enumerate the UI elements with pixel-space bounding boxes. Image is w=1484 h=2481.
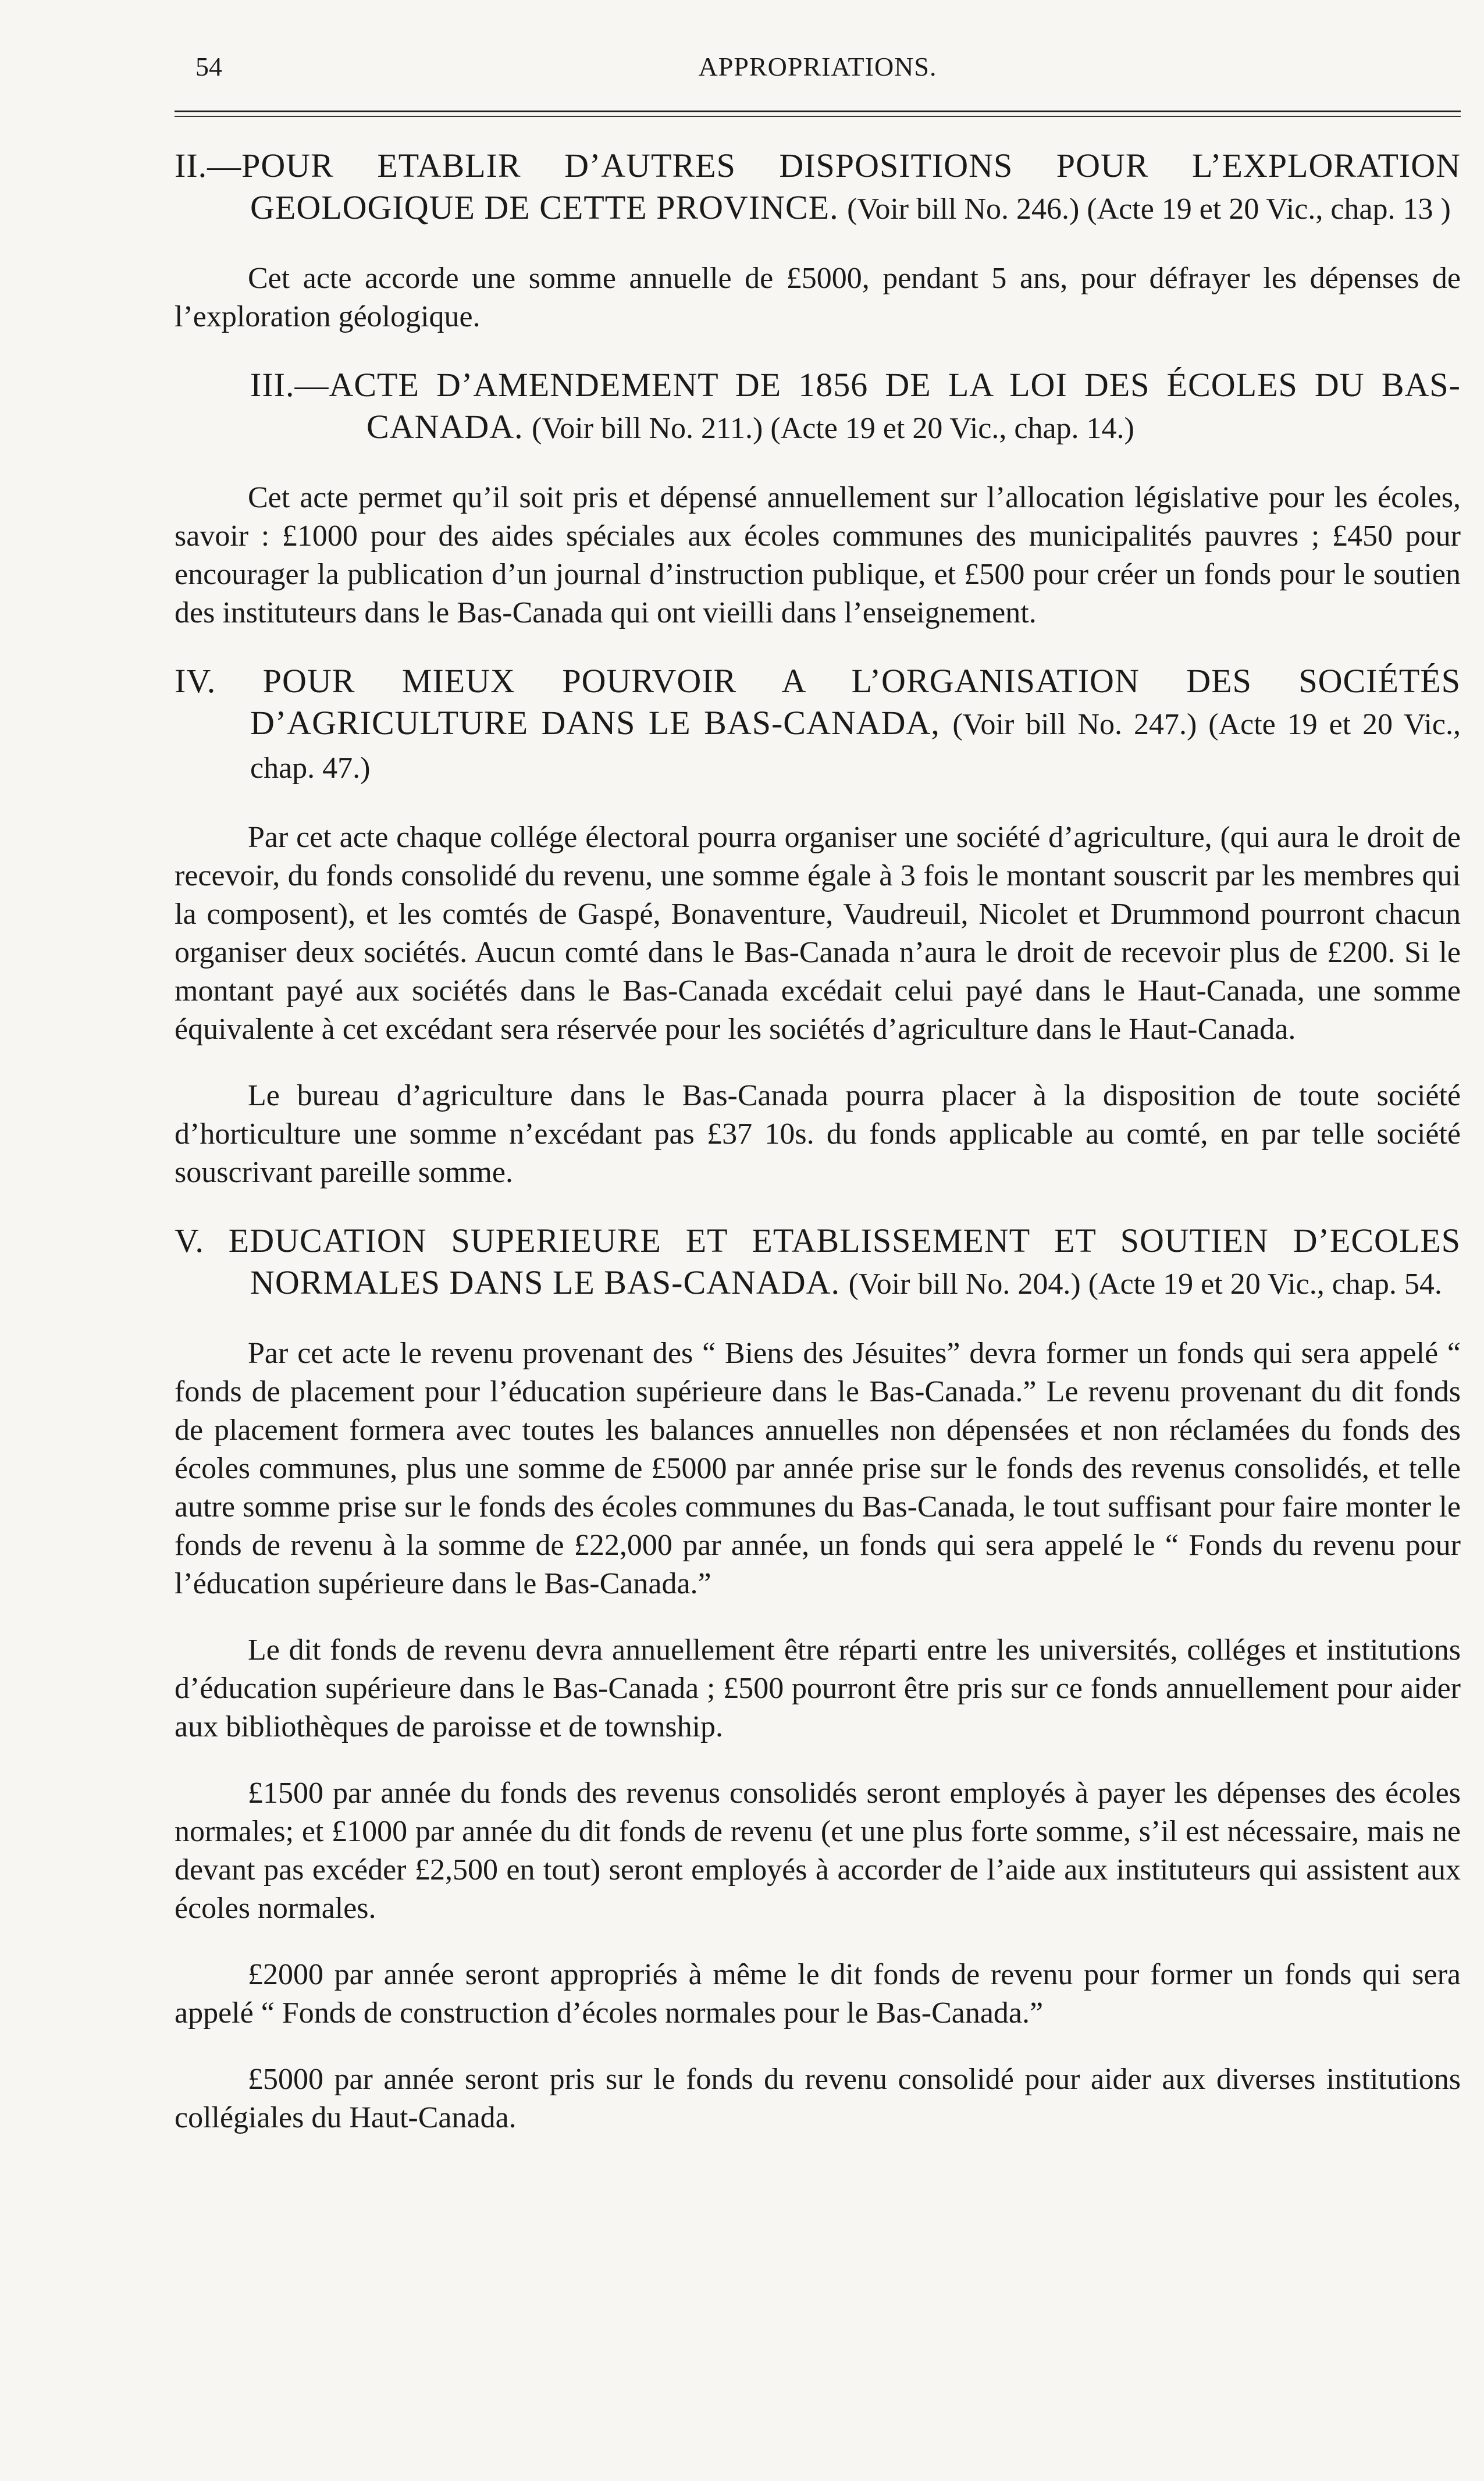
section-iii bbox=[175, 364, 1461, 632]
paragraph: Par cet acte le revenu provenant des “ Biens des Jésuites” devra former un fonds qui sera appelé “ fonds de placement pour l’éducation supérieure dans le Bas-Canada.” Le revenu provenant du dit fonds de placement formera avec toutes les balances annuelles non dépensées et non réclamées du fonds des écoles communes, plus une somme de £5000 par année prise sur le fonds des revenus consolidés, et telle autre somme prise sur le fonds des écoles communes du Bas-Canada, le tout suffisant pour faire monter le fonds de revenu à la somme de £22,000 par année, un fonds qui sera appelé le “ Fonds du revenu pour l’éducation supérieure dans le Bas-Canada.” bbox=[175, 1337, 1461, 1600]
section-heading bbox=[175, 364, 1461, 450]
paragraph: Cet acte accorde une somme annuelle de £5000, pendant 5 ans, pour défrayer les dépenses de l’exploration géologique. bbox=[175, 262, 1461, 333]
section-reference: (Voir bill No. 204.) (Acte 19 et 20 Vic., chap. 54. bbox=[848, 1268, 1442, 1301]
paragraph: Le dit fonds de revenu devra annuellement être réparti entre les universités, colléges et institutions d’éducation supérieure dans le Bas-Canada ; £500 pourront être pris sur ce fonds annuellement pour aider aux bibliothèques de paroisse et de township. bbox=[175, 1633, 1461, 1743]
section-v bbox=[175, 1220, 1461, 2137]
section-iv bbox=[175, 660, 1461, 1192]
page-number: 54 bbox=[195, 52, 222, 81]
section-reference: (Voir bill No. 211.) (Acte 19 et 20 Vic., chap. 14.) bbox=[532, 412, 1134, 445]
section-reference: (Voir bill No. 246.) (Acte 19 et 20 Vic., chap. 13 ) bbox=[847, 193, 1451, 226]
section-heading bbox=[175, 145, 1461, 230]
paragraph: Cet acte permet qu’il soit pris et dépensé annuellement sur l’allocation législative pour les écoles, savoir : £1000 pour des aides spéciales aux écoles communes des municipalités pauvres ; £450 pour encourager la publication d’un journal d’instruction publique, et £500 pour créer un fonds pour le soutien des instituteurs dans le Bas-Canada qui ont vieilli dans l’enseignement. bbox=[175, 481, 1461, 629]
section-title: III.—ACTE D’AMENDEMENT DE 1856 DE LA LOI DES ÉCOLES DU BAS-CANADA. bbox=[250, 366, 1461, 446]
paragraph: Le bureau d’agriculture dans le Bas-Canada pourra placer à la disposition de toute société d’horticulture une somme n’excédant pas £37 10s. du fonds applicable au comté, en par telle société souscrivant pareille somme. bbox=[175, 1079, 1461, 1189]
section-title: II.—POUR ETABLIR D’AUTRES DISPOSITIONS POUR L’EXPLORATION GEOLOGIQUE DE CETTE PROVINCE. bbox=[175, 147, 1461, 226]
paragraph: Par cet acte chaque collége électoral pourra organiser une société d’agriculture, (qui aura le droit de recevoir, du fonds consolidé du revenu, une somme égale à 3 fois le montant souscrit par les membres qui la composent), et les comtés de Gaspé, Bonaventure, Vaudreuil, Nicolet et Drummond pourront chacun organiser deux sociétés. Aucun comté dans le Bas-Canada n’aura le droit de recevoir plus de £200. Si le montant payé aux sociétés dans le Bas-Canada excédait celui payé dans le Haut-Canada, une somme équivalente à cet excédant sera réservée pour les sociétés d’agriculture dans le Haut-Canada. bbox=[175, 821, 1461, 1046]
section-ii bbox=[175, 145, 1461, 336]
paragraph: £2000 par année seront appropriés à même le dit fonds de revenu pour former un fonds qui sera appelé “ Fonds de construction d’écoles normales pour le Bas-Canada.” bbox=[175, 1958, 1461, 2030]
paragraph: £5000 par année seront pris sur le fonds du revenu consolidé pour aider aux diverses institutions collégiales du Haut-Canada. bbox=[175, 2063, 1461, 2134]
header-rule-thin bbox=[175, 116, 1461, 117]
section-title: V. EDUCATION SUPERIEURE ET ETABLISSEMENT ET SOUTIEN D’ECOLES NORMALES DANS LE BAS-CANADA. bbox=[175, 1222, 1461, 1301]
header-rule bbox=[175, 111, 1461, 112]
section-title: IV. POUR MIEUX POURVOIR A L’ORGANISATION DES SOCIÉTÉS D’AGRICULTURE DANS LE BAS-CANADA, bbox=[175, 662, 1461, 742]
section-reference: (Voir bill No. 247.) (Acte 19 et 20 Vic., chap. 47.) bbox=[250, 708, 1461, 785]
running-head bbox=[175, 51, 1461, 86]
paragraph: £1500 par année du fonds des revenus consolidés seront employés à payer les dépenses des écoles normales; et £1000 par année du dit fonds de revenu (et une plus forte somme, s’il est nécessaire, mais ne devant pas excéder £2,500 en tout) seront employés à accorder de l’aide aux instituteurs qui assistent aux écoles normales. bbox=[175, 1777, 1461, 1925]
running-title: APPROPRIATIONS. bbox=[698, 52, 937, 81]
section-heading bbox=[175, 1220, 1461, 1305]
section-heading bbox=[175, 660, 1461, 789]
